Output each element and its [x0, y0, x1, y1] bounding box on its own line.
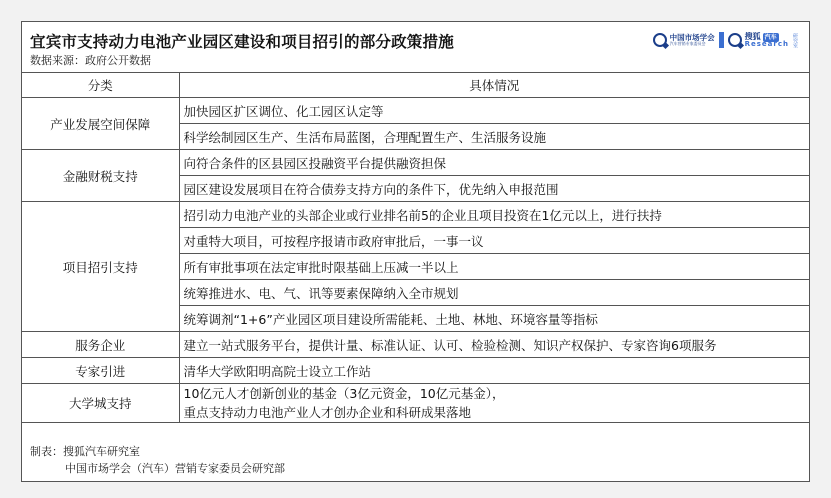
detail-cell: 科学绘制园区生产、生活布局蓝图，合理配置生产、生活服务设施	[179, 124, 809, 150]
sohu-auto-logo	[728, 33, 799, 48]
column-header-detail: 具体情况	[179, 73, 809, 98]
footer-line-1: 制表：搜狐汽车研究室	[30, 445, 140, 458]
page-title: 宜宾市支持动力电池产业园区建设和项目招引的部分政策措施	[30, 33, 454, 51]
detail-cell: 清华大学欧阳明高院士设立工作站	[179, 358, 809, 384]
data-source: 数据来源：政府公开数据	[30, 54, 151, 67]
policy-table	[22, 72, 809, 423]
detail-cell: 建立一站式服务平台，提供计量、标准认证、认可、检验检测、知识产权保护、专家咨询6项服务	[179, 332, 809, 358]
sohu-name: 搜狐	[744, 31, 761, 41]
category-cell: 专家引进	[22, 358, 179, 384]
logo-group	[653, 29, 799, 51]
category-cell: 大学城支持	[22, 384, 179, 423]
category-cell: 服务企业	[22, 332, 179, 358]
category-cell: 金融财税支持	[22, 150, 179, 202]
detail-cell: 统筹调剂“1+6”产业园区项目建设所需能耗、土地、林地、环境容量等指标	[179, 306, 809, 332]
table-row	[22, 358, 809, 384]
category-cell: 项目招引支持	[22, 202, 179, 332]
market-society-sub: 汽车营销专家委员会	[669, 41, 706, 47]
detail-cell: 向符合条件的区县园区投融资平台提供融资担保	[179, 150, 809, 176]
detail-cell: 招引动力电池产业的头部企业或行业排名前5的企业且项目投资在1亿元以上，进行扶持	[179, 202, 809, 228]
detail-cell: 对重特大项目，可按程序报请市政府审批后，一事一议	[179, 228, 809, 254]
table-row	[22, 202, 809, 228]
footer-credits	[30, 443, 285, 477]
market-society-name: 中国市场学会	[669, 32, 715, 42]
detail-cell	[179, 384, 809, 423]
detail-cell: 统筹推进水、电、气、讯等要素保障纳入全市规划	[179, 280, 809, 306]
table-header-row	[22, 73, 809, 98]
detail-line: 重点支持动力电池产业人才创办企业和科研成果落地	[183, 405, 472, 420]
footer-line-2: 中国市场学会（汽车）营销专家委员会研究部	[65, 462, 285, 475]
detail-line: 10亿元人才创新创业的基金（3亿元资金，10亿元基金），	[183, 386, 505, 401]
auto-tag: 汽车	[764, 33, 777, 41]
research-room-label: 研究室	[792, 32, 798, 48]
logo-divider	[719, 32, 724, 48]
detail-cell: 加快园区扩区调位、化工园区认定等	[179, 98, 809, 124]
column-header-category: 分类	[22, 73, 179, 98]
table-row	[22, 150, 809, 176]
market-society-logo	[653, 33, 715, 47]
research-label: Research	[744, 39, 789, 48]
table-row	[22, 98, 809, 124]
category-cell: 产业发展空间保障	[22, 98, 179, 150]
policy-card	[21, 21, 810, 482]
table-row	[22, 332, 809, 358]
table-row	[22, 384, 809, 423]
sohu-logo-icon	[728, 33, 742, 47]
detail-cell: 所有审批事项在法定审批时限基础上压减一半以上	[179, 254, 809, 280]
market-society-logo-icon	[653, 33, 667, 47]
detail-cell: 园区建设发展项目在符合债券支持方向的条件下，优先纳入申报范围	[179, 176, 809, 202]
